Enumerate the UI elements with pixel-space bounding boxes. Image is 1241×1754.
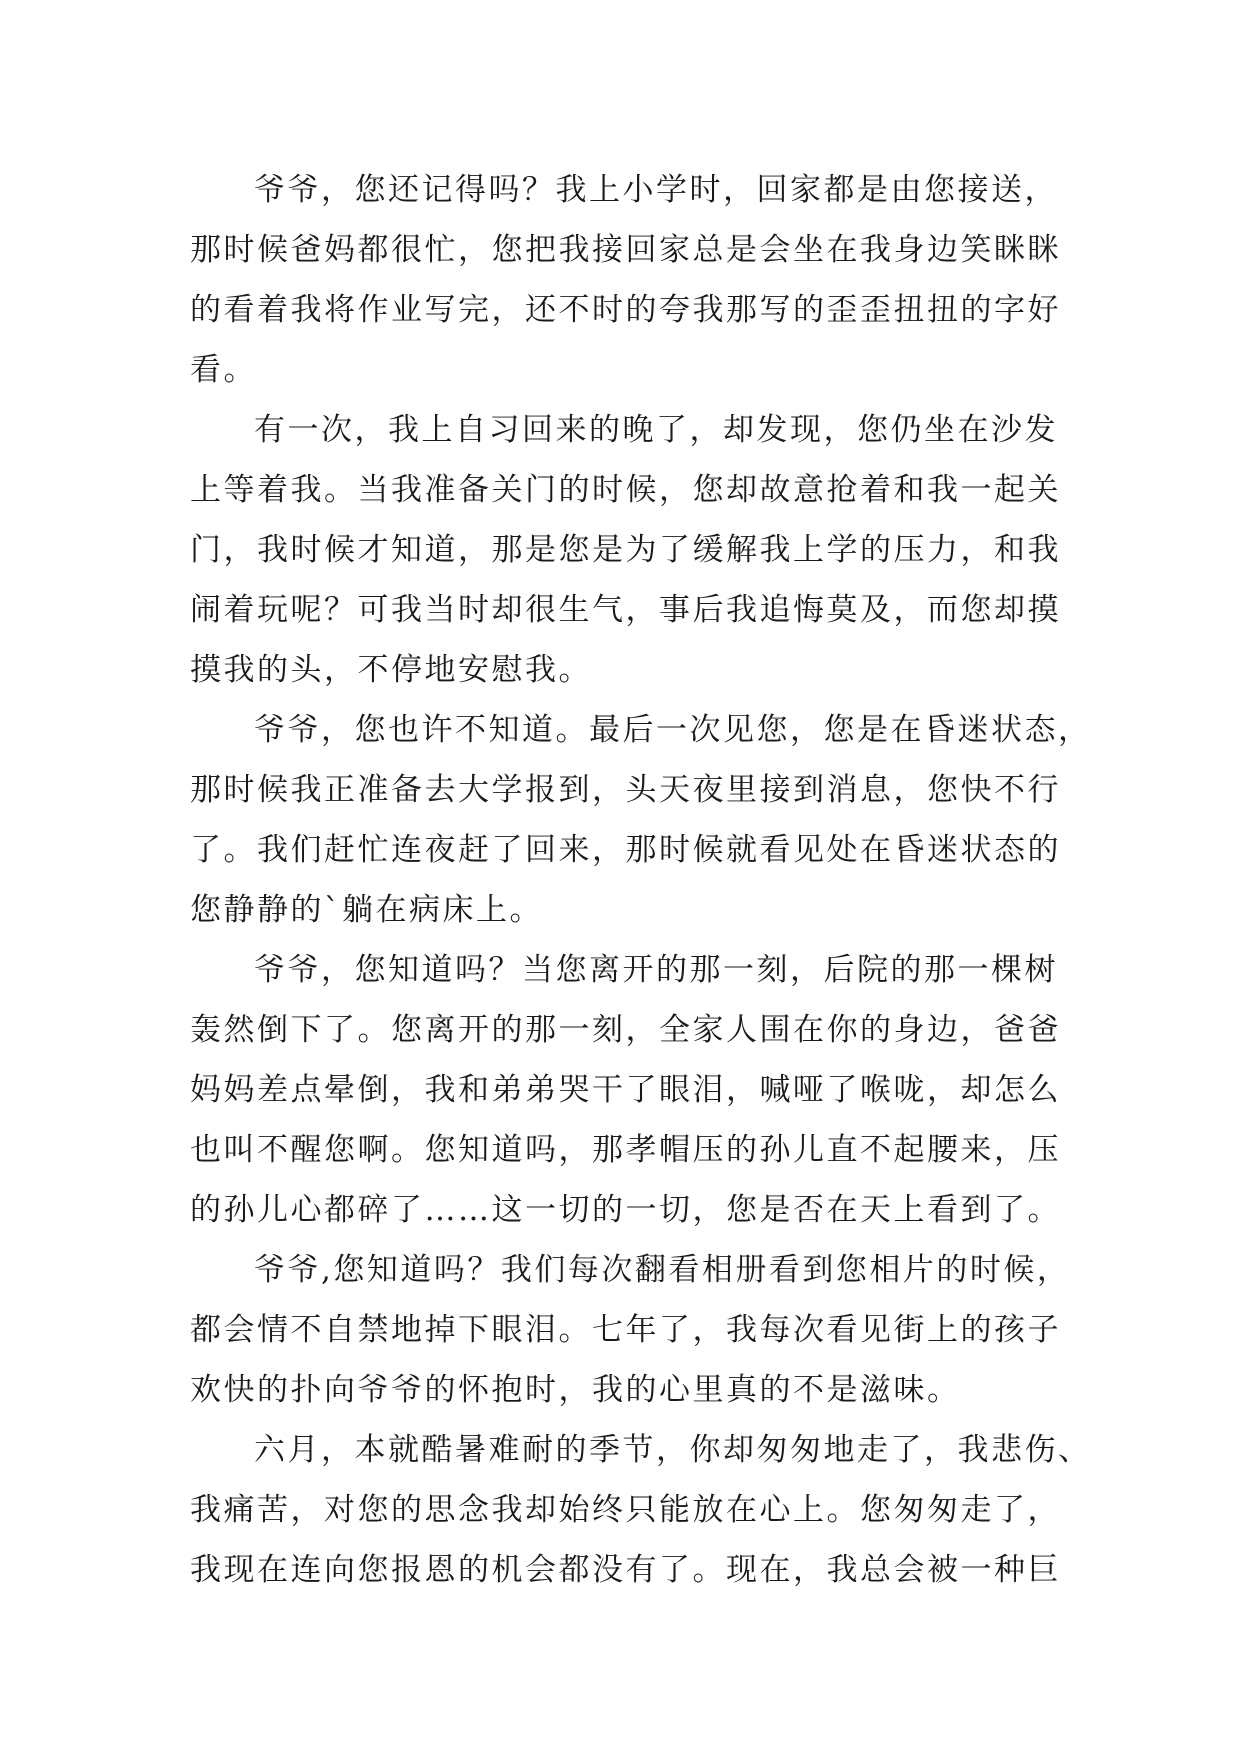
text-line: 也叫不醒您啊。您知道吗，那孝帽压的孙儿直不起腰来，压 xyxy=(190,1132,1061,1168)
text-line: 您静静的`躺在病床上。 xyxy=(190,892,543,928)
text-line: 爷爷,您知道吗？我们每次翻看相册看到您相片的时候， xyxy=(254,1252,1071,1288)
text-line: 爷爷，您还记得吗？我上小学时，回家都是由您接送， xyxy=(254,172,1058,208)
paragraph-2 xyxy=(190,400,1060,700)
text-line: 我痛苦，对您的思念我却始终只能放在心上。您匆匆走了， xyxy=(190,1492,1061,1528)
text-line: 我现在连向您报恩的机会都没有了。现在，我总会被一种巨 xyxy=(190,1552,1061,1588)
paragraph-5 xyxy=(190,1240,1071,1420)
text-line: 六月，本就酷暑难耐的季节，你却匆匆地走了，我悲伤、 xyxy=(254,1432,1092,1468)
text-line: 有一次，我上自习回来的晚了，却发现，您仍坐在沙发 xyxy=(254,412,1058,448)
text-line: 那时候我正准备去大学报到，头天夜里接到消息，您快不行 xyxy=(190,772,1061,808)
text-line: 闹着玩呢？可我当时却很生气，事后我追悔莫及，而您却摸 xyxy=(190,592,1061,628)
paragraph-6 xyxy=(190,1420,1092,1600)
text-line: 那时候爸妈都很忙，您把我接回家总是会坐在我身边笑眯眯 xyxy=(190,232,1061,268)
text-line: 爷爷，您知道吗？当您离开的那一刻，后院的那一棵树 xyxy=(254,952,1058,988)
text-line: 爷爷，您也许不知道。最后一次见您，您是在昏迷状态， xyxy=(254,712,1092,748)
paragraph-4 xyxy=(190,940,1060,1240)
text-line: 的孙儿心都碎了……这一切的一切，您是否在天上看到了。 xyxy=(190,1192,1061,1228)
text-line: 欢快的扑向爷爷的怀抱时，我的心里真的不是滋味。 xyxy=(190,1372,961,1408)
text-line: 上等着我。当我准备关门的时候，您却故意抢着和我一起关 xyxy=(190,472,1061,508)
text-line: 都会情不自禁地掉下眼泪。七年了，我每次看见街上的孩子 xyxy=(190,1312,1061,1348)
text-line: 妈妈差点晕倒，我和弟弟哭干了眼泪，喊哑了喉咙，却怎么 xyxy=(190,1072,1061,1108)
text-line: 看。 xyxy=(190,352,257,388)
paragraph-1 xyxy=(190,160,1060,400)
text-line: 摸我的头，不停地安慰我。 xyxy=(190,652,592,688)
text-line: 了。我们赶忙连夜赶了回来，那时候就看见处在昏迷状态的 xyxy=(190,832,1061,868)
text-line: 门，我时候才知道，那是您是为了缓解我上学的压力，和我 xyxy=(190,532,1061,568)
paragraph-3 xyxy=(190,700,1092,940)
document-body xyxy=(190,160,1092,1600)
text-line: 轰然倒下了。您离开的那一刻，全家人围在你的身边，爸爸 xyxy=(190,1012,1061,1048)
text-line: 的看着我将作业写完，还不时的夸我那写的歪歪扭扭的字好 xyxy=(190,292,1061,328)
